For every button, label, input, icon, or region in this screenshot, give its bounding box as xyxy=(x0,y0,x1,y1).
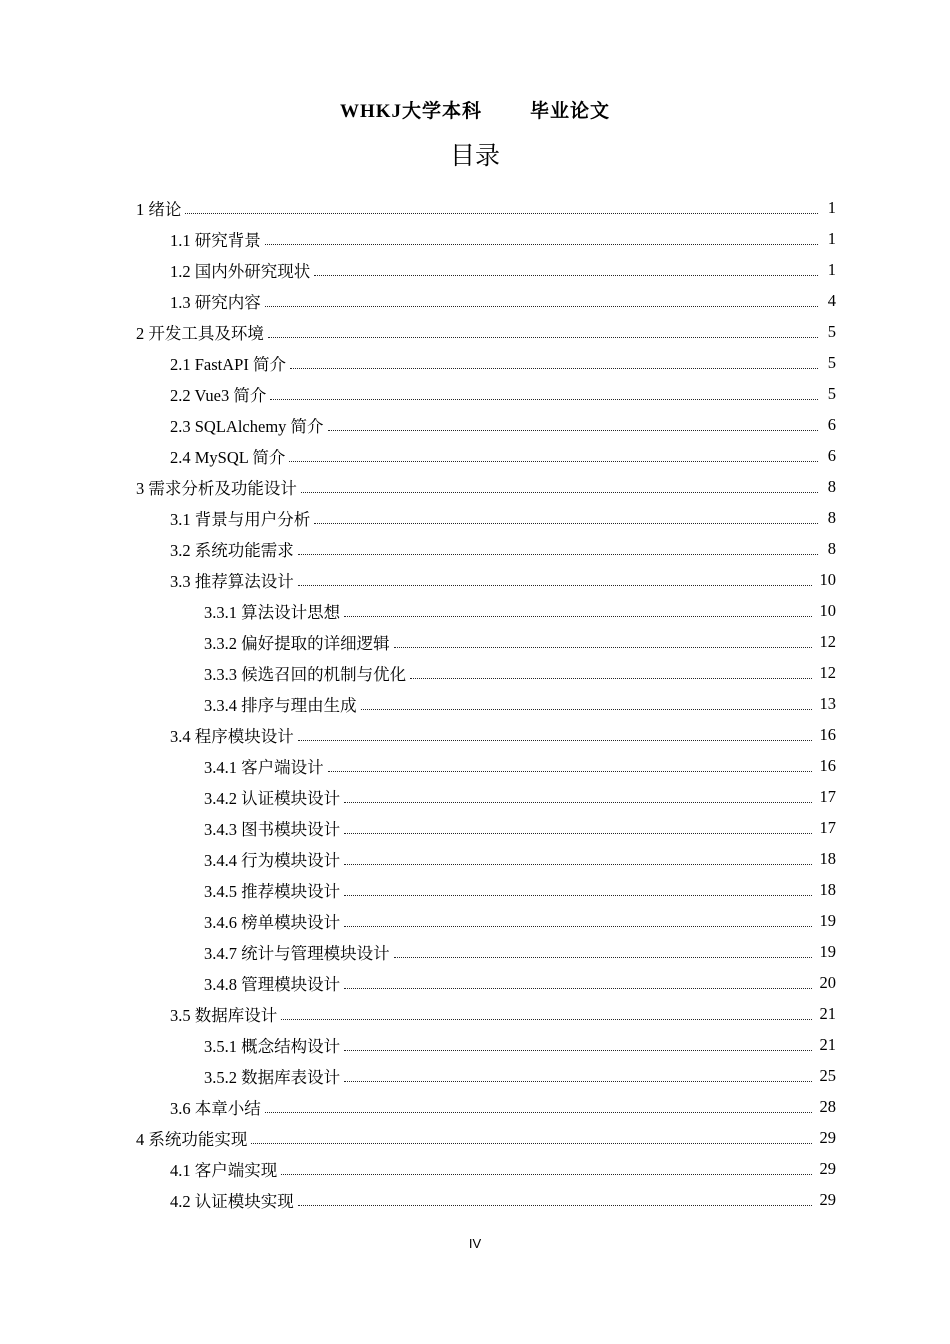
toc-leader-dots xyxy=(361,708,812,710)
page-number: IV xyxy=(468,1236,482,1251)
toc-entry-page: 10 xyxy=(819,569,836,589)
toc-entry-page: 5 xyxy=(827,321,836,341)
toc-entry-label: 3.2 系统功能需求 xyxy=(170,540,294,560)
toc-leader-dots xyxy=(298,739,812,741)
toc-entry-label: 3.4.8 管理模块设计 xyxy=(204,974,341,994)
toc-entry-page: 19 xyxy=(819,941,836,961)
toc-entry-label: 4 系统功能实现 xyxy=(136,1129,248,1149)
toc-leader-dots xyxy=(314,274,818,276)
toc-leader-dots xyxy=(344,925,811,927)
toc-entry-label: 2.2 Vue3 简介 xyxy=(170,385,267,405)
toc-leader-dots xyxy=(410,677,811,679)
toc-entry[interactable] xyxy=(204,1029,836,1060)
toc-leader-dots xyxy=(344,1080,811,1082)
toc-entry[interactable] xyxy=(170,1153,836,1184)
toc-leader-dots xyxy=(344,801,811,803)
toc-entry[interactable] xyxy=(204,967,836,998)
toc-entry-page: 19 xyxy=(819,910,836,930)
toc-leader-dots xyxy=(301,491,818,493)
toc-entry-label: 3.5.1 概念结构设计 xyxy=(204,1036,341,1056)
toc-entry-label: 1.1 研究背景 xyxy=(170,230,261,250)
toc-leader-dots xyxy=(281,1173,811,1175)
toc-entry[interactable] xyxy=(170,998,836,1029)
toc-leader-dots xyxy=(344,987,811,989)
toc-entry[interactable] xyxy=(204,657,836,688)
toc-entry[interactable] xyxy=(136,471,836,502)
toc-entry-label: 1 绪论 xyxy=(136,199,182,219)
toc-leader-dots xyxy=(394,956,812,958)
toc-entry-page: 8 xyxy=(827,507,836,527)
toc-entry-page: 12 xyxy=(819,631,836,651)
toc-entry-label: 2.4 MySQL 简介 xyxy=(170,447,286,467)
toc-entry[interactable] xyxy=(136,192,836,223)
toc-leader-dots xyxy=(344,615,811,617)
toc-leader-dots xyxy=(290,367,818,369)
toc-entry[interactable] xyxy=(170,719,836,750)
toc-leader-dots xyxy=(328,770,812,772)
toc-entry-label: 3.4.7 统计与管理模块设计 xyxy=(204,943,390,963)
toc-leader-dots xyxy=(270,398,818,400)
toc-entry[interactable] xyxy=(170,285,836,316)
toc-leader-dots xyxy=(344,863,811,865)
toc-entry-page: 29 xyxy=(819,1158,836,1178)
toc-entry-page: 17 xyxy=(819,786,836,806)
toc-entry-page: 29 xyxy=(819,1127,836,1147)
toc-entry[interactable] xyxy=(204,843,836,874)
toc-entry-label: 3.5.2 数据库表设计 xyxy=(204,1067,341,1087)
toc-entry-label: 1.3 研究内容 xyxy=(170,292,261,312)
toc-entry-page: 20 xyxy=(819,972,836,992)
toc-leader-dots xyxy=(328,429,818,431)
toc-leader-dots xyxy=(298,584,812,586)
toc-leader-dots xyxy=(251,1142,811,1144)
toc-entry-page: 29 xyxy=(819,1189,836,1209)
toc-leader-dots xyxy=(298,553,818,555)
toc-entry-page: 10 xyxy=(819,600,836,620)
toc-leader-dots xyxy=(265,305,818,307)
toc-entry[interactable] xyxy=(204,781,836,812)
toc-entry[interactable] xyxy=(136,1122,836,1153)
toc-entry[interactable] xyxy=(170,378,836,409)
toc-entry-page: 8 xyxy=(827,476,836,496)
toc-entry[interactable] xyxy=(204,905,836,936)
toc-entry-page: 5 xyxy=(827,383,836,403)
toc-entry-page: 21 xyxy=(819,1003,836,1023)
toc-leader-dots xyxy=(281,1018,811,1020)
toc-entry[interactable] xyxy=(170,502,836,533)
toc-entry-page: 12 xyxy=(819,662,836,682)
toc-entry-label: 3.4 程序模块设计 xyxy=(170,726,294,746)
toc-entry[interactable] xyxy=(204,750,836,781)
toc-entry-page: 1 xyxy=(827,197,836,217)
toc-entry-page: 6 xyxy=(827,445,836,465)
toc-leader-dots xyxy=(298,1204,812,1206)
toc-entry[interactable] xyxy=(170,254,836,285)
toc-entry-page: 25 xyxy=(819,1065,836,1085)
header-university: WHKJ大学本科 xyxy=(339,101,483,122)
toc-leader-dots xyxy=(289,460,818,462)
toc-entry-label: 3.4.6 榜单模块设计 xyxy=(204,912,341,932)
toc-leader-dots xyxy=(344,1049,811,1051)
toc-entry-page: 4 xyxy=(827,290,836,310)
toc-entry-label: 2.1 FastAPI 简介 xyxy=(170,354,286,374)
toc-entry-label: 3.3.2 偏好提取的详细逻辑 xyxy=(204,633,390,653)
toc-entry-page: 21 xyxy=(819,1034,836,1054)
toc-leader-dots xyxy=(265,1111,812,1113)
toc-entry-page: 1 xyxy=(827,259,836,279)
toc-entry-label: 3.4.5 推荐模块设计 xyxy=(204,881,341,901)
toc-entry[interactable] xyxy=(170,347,836,378)
toc-entry-label: 3.4.2 认证模块设计 xyxy=(204,788,341,808)
toc-entry-page: 17 xyxy=(819,817,836,837)
toc-entry-page: 6 xyxy=(827,414,836,434)
toc-entry-label: 3.4.4 行为模块设计 xyxy=(204,850,341,870)
toc-entry[interactable] xyxy=(170,409,836,440)
toc-entry-label: 4.2 认证模块实现 xyxy=(170,1191,294,1211)
toc-entry-page: 28 xyxy=(819,1096,836,1116)
toc-entry-page: 16 xyxy=(819,755,836,775)
toc-leader-dots xyxy=(394,646,812,648)
toc-entry-page: 5 xyxy=(827,352,836,372)
toc-entry-label: 3.3 推荐算法设计 xyxy=(170,571,294,591)
toc-entry-page: 18 xyxy=(819,848,836,868)
toc-entry-page: 13 xyxy=(819,693,836,713)
toc-entry-label: 3.4.3 图书模块设计 xyxy=(204,819,341,839)
toc-title: 目录 xyxy=(449,143,500,170)
toc-entry-page: 18 xyxy=(819,879,836,899)
toc-entry[interactable] xyxy=(136,316,836,347)
toc-entry-label: 3 需求分析及功能设计 xyxy=(136,478,297,498)
toc-entry[interactable] xyxy=(204,874,836,905)
toc-entry-label: 3.3.1 算法设计思想 xyxy=(204,602,341,622)
toc-entry[interactable] xyxy=(170,440,836,471)
toc-entry[interactable] xyxy=(170,223,836,254)
toc-entry-label: 3.5 数据库设计 xyxy=(170,1005,278,1025)
toc-entry-label: 3.4.1 客户端设计 xyxy=(204,757,324,777)
toc-entry[interactable] xyxy=(204,595,836,626)
toc-leader-dots xyxy=(344,894,811,896)
toc-entry[interactable] xyxy=(170,1184,836,1215)
toc-entry-page: 16 xyxy=(819,724,836,744)
toc-entry-label: 3.3.3 候选召回的机制与优化 xyxy=(204,664,407,684)
toc-entry-page: 8 xyxy=(827,538,836,558)
toc-entry-label: 2.3 SQLAlchemy 简介 xyxy=(170,416,324,436)
toc-entry-label: 3.3.4 排序与理由生成 xyxy=(204,695,357,715)
page-header xyxy=(0,96,950,123)
toc-leader-dots xyxy=(185,212,818,214)
toc-entry[interactable] xyxy=(170,533,836,564)
toc-entry-label: 2 开发工具及环境 xyxy=(136,323,264,343)
toc-entry-label: 3.1 背景与用户分析 xyxy=(170,509,311,529)
toc-entry[interactable] xyxy=(204,936,836,967)
toc-entry-label: 1.2 国内外研究现状 xyxy=(170,261,311,281)
toc-entry-label: 4.1 客户端实现 xyxy=(170,1160,278,1180)
header-thesis: 毕业论文 xyxy=(530,101,611,122)
toc-entry[interactable] xyxy=(204,812,836,843)
toc-entry-label: 3.6 本章小结 xyxy=(170,1098,261,1118)
toc-entry[interactable] xyxy=(170,1091,836,1122)
toc-entry-page: 1 xyxy=(827,228,836,248)
toc-entry[interactable] xyxy=(204,1060,836,1091)
toc-entry[interactable] xyxy=(170,564,836,595)
toc-leader-dots xyxy=(268,336,818,338)
toc-leader-dots xyxy=(344,832,811,834)
toc-leader-dots xyxy=(265,243,818,245)
toc-entry[interactable] xyxy=(204,626,836,657)
toc-leader-dots xyxy=(314,522,818,524)
toc-entry[interactable] xyxy=(204,688,836,719)
